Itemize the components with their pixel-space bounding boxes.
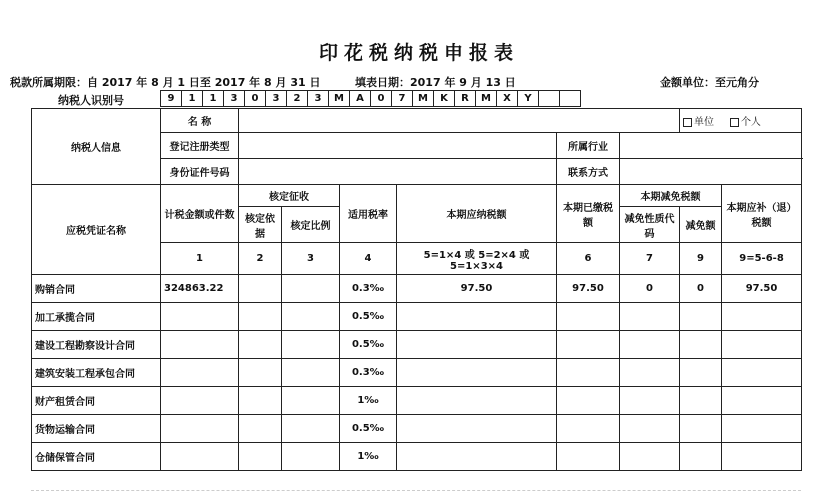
exempt-code-cell[interactable] bbox=[620, 359, 680, 387]
payable-cell[interactable] bbox=[397, 387, 557, 415]
contact-label: 联系方式 bbox=[557, 159, 620, 185]
verified-ratio-cell[interactable] bbox=[282, 415, 340, 443]
exempt-code-cell[interactable] bbox=[620, 331, 680, 359]
col-number: 1 bbox=[161, 243, 239, 275]
voucher-name: 建设工程勘察设计合同 bbox=[32, 331, 161, 359]
taxpayer-id-label: 纳税人识别号 bbox=[58, 94, 124, 107]
amount-unit: 金额单位：至元角分 bbox=[660, 76, 759, 89]
refund-cell[interactable] bbox=[722, 415, 802, 443]
bottom-divider bbox=[31, 490, 801, 491]
rate-cell: 0.5‰ bbox=[340, 303, 397, 331]
taxpayer-id-char[interactable]: A bbox=[350, 91, 371, 107]
verified-ratio-cell[interactable] bbox=[282, 387, 340, 415]
taxpayer-id-char[interactable]: 2 bbox=[287, 91, 308, 107]
person-option-label: 个人 bbox=[740, 117, 761, 128]
taxpayer-id-char[interactable]: 1 bbox=[203, 91, 224, 107]
person-checkbox[interactable] bbox=[730, 118, 739, 127]
taxpayer-id-char[interactable]: R bbox=[455, 91, 476, 107]
contact-value[interactable] bbox=[620, 159, 802, 185]
exempt-amount-cell[interactable]: 0 bbox=[680, 275, 722, 303]
amount-cell[interactable] bbox=[161, 359, 239, 387]
amount-cell[interactable] bbox=[161, 387, 239, 415]
taxpayer-id-char[interactable]: 3 bbox=[308, 91, 329, 107]
table-row bbox=[32, 331, 802, 359]
exempt-code-header: 减免性质代码 bbox=[620, 207, 680, 243]
verified-basis-cell[interactable] bbox=[239, 359, 282, 387]
declaration-table bbox=[31, 108, 802, 471]
refund-cell[interactable] bbox=[722, 443, 802, 471]
taxpayer-id-boxes bbox=[160, 90, 581, 107]
payable-cell[interactable] bbox=[397, 443, 557, 471]
exempt-amount-cell[interactable] bbox=[680, 303, 722, 331]
taxpayer-info-label: 纳税人信息 bbox=[32, 109, 161, 185]
col-formula: 9=5-6-8 bbox=[722, 243, 802, 275]
industry-label: 所属行业 bbox=[557, 133, 620, 159]
col-number: 2 bbox=[239, 243, 282, 275]
paid-cell[interactable]: 97.50 bbox=[557, 275, 620, 303]
amount-cell[interactable] bbox=[161, 415, 239, 443]
id-doc-value[interactable] bbox=[239, 159, 557, 185]
taxpayer-id-char[interactable]: K bbox=[434, 91, 455, 107]
taxpayer-id-char[interactable]: Y bbox=[518, 91, 539, 107]
exempt-amount-cell[interactable] bbox=[680, 443, 722, 471]
exemption-header: 本期减免税额 bbox=[620, 185, 722, 207]
exempt-code-cell[interactable] bbox=[620, 303, 680, 331]
verified-basis-cell[interactable] bbox=[239, 443, 282, 471]
col-number: 9 bbox=[680, 243, 722, 275]
rate-cell: 0.5‰ bbox=[340, 331, 397, 359]
col-formula: 5=1×4 或 5=2×4 或 5=1×3×4 bbox=[397, 243, 557, 275]
exempt-code-cell[interactable]: 0 bbox=[620, 275, 680, 303]
table-row bbox=[32, 359, 802, 387]
verified-basis-cell[interactable] bbox=[239, 331, 282, 359]
rate-cell: 0.3‰ bbox=[340, 359, 397, 387]
taxpayer-id-char[interactable]: M bbox=[329, 91, 350, 107]
exempt-amount-cell[interactable] bbox=[680, 359, 722, 387]
refund-cell[interactable]: 97.50 bbox=[722, 275, 802, 303]
verified-ratio-cell[interactable] bbox=[282, 359, 340, 387]
reg-type-label: 登记注册类型 bbox=[161, 133, 239, 159]
taxpayer-id-char[interactable]: M bbox=[476, 91, 497, 107]
amount-cell[interactable]: 324863.22 bbox=[161, 275, 239, 303]
payable-cell[interactable] bbox=[397, 331, 557, 359]
table-row bbox=[32, 387, 802, 415]
reg-type-value[interactable] bbox=[239, 133, 557, 159]
taxpayer-id-char[interactable] bbox=[560, 91, 581, 107]
paid-cell[interactable] bbox=[557, 303, 620, 331]
amount-cell[interactable] bbox=[161, 303, 239, 331]
col-number: 7 bbox=[620, 243, 680, 275]
verified-basis-cell[interactable] bbox=[239, 303, 282, 331]
verified-ratio-cell[interactable] bbox=[282, 275, 340, 303]
payable-cell[interactable]: 97.50 bbox=[397, 275, 557, 303]
verified-basis-cell[interactable] bbox=[239, 387, 282, 415]
paid-cell[interactable] bbox=[557, 331, 620, 359]
rate-cell: 0.5‰ bbox=[340, 415, 397, 443]
voucher-name: 建筑安装工程承包合同 bbox=[32, 359, 161, 387]
taxpayer-id-char[interactable]: 9 bbox=[161, 91, 182, 107]
fill-date: 填表日期：2017 年 9 月 13 日 bbox=[355, 76, 516, 89]
taxpayer-id-char[interactable]: 7 bbox=[392, 91, 413, 107]
verified-ratio-cell[interactable] bbox=[282, 303, 340, 331]
taxpayer-id-char[interactable]: 0 bbox=[245, 91, 266, 107]
payable-cell[interactable] bbox=[397, 303, 557, 331]
paid-cell[interactable] bbox=[557, 359, 620, 387]
tax-period: 税款所属期限：自 2017 年 8 月 1 日至 2017 年 8 月 31 日 bbox=[10, 76, 321, 89]
voucher-name-header: 应税凭证名称 bbox=[32, 185, 161, 275]
exempt-amount-cell[interactable] bbox=[680, 387, 722, 415]
verified-basis-cell[interactable] bbox=[239, 415, 282, 443]
paid-header: 本期已缴税额 bbox=[557, 185, 620, 243]
taxpayer-type-options[interactable] bbox=[680, 109, 802, 133]
voucher-name: 加工承揽合同 bbox=[32, 303, 161, 331]
voucher-name: 财产租赁合同 bbox=[32, 387, 161, 415]
refund-cell[interactable] bbox=[722, 359, 802, 387]
paid-cell[interactable] bbox=[557, 387, 620, 415]
verified-collection-header: 核定征收 bbox=[239, 185, 340, 207]
amount-header: 计税金额或件数 bbox=[161, 185, 239, 243]
exempt-code-cell[interactable] bbox=[620, 387, 680, 415]
exempt-code-cell[interactable] bbox=[620, 415, 680, 443]
exempt-amount-cell[interactable] bbox=[680, 415, 722, 443]
name-label: 名 称 bbox=[161, 109, 239, 133]
taxpayer-id-char[interactable]: 1 bbox=[182, 91, 203, 107]
taxpayer-id-char[interactable]: 0 bbox=[371, 91, 392, 107]
voucher-name: 货物运输合同 bbox=[32, 415, 161, 443]
table-row bbox=[32, 415, 802, 443]
amount-cell[interactable] bbox=[161, 331, 239, 359]
exempt-amount-header: 减免额 bbox=[680, 207, 722, 243]
col-number: 4 bbox=[340, 243, 397, 275]
table-row bbox=[32, 275, 802, 303]
col-number: 6 bbox=[557, 243, 620, 275]
industry-value[interactable] bbox=[620, 133, 802, 159]
unit-checkbox[interactable] bbox=[683, 118, 692, 127]
unit-option-label: 单位 bbox=[694, 117, 715, 128]
refund-header: 本期应补（退）税额 bbox=[722, 185, 802, 243]
id-doc-label: 身份证件号码 bbox=[161, 159, 239, 185]
verified-ratio-header: 核定比例 bbox=[282, 207, 340, 243]
payable-header: 本期应纳税额 bbox=[397, 185, 557, 243]
taxpayer-id-char[interactable]: X bbox=[497, 91, 518, 107]
refund-cell[interactable] bbox=[722, 331, 802, 359]
payable-cell[interactable] bbox=[397, 415, 557, 443]
table-row bbox=[32, 443, 802, 471]
exempt-amount-cell[interactable] bbox=[680, 331, 722, 359]
exempt-code-cell[interactable] bbox=[620, 443, 680, 471]
rate-cell: 1‰ bbox=[340, 443, 397, 471]
taxpayer-id-char[interactable]: M bbox=[413, 91, 434, 107]
paid-cell[interactable] bbox=[557, 443, 620, 471]
rate-cell: 0.3‰ bbox=[340, 275, 397, 303]
paid-cell[interactable] bbox=[557, 415, 620, 443]
verified-ratio-cell[interactable] bbox=[282, 331, 340, 359]
name-value[interactable] bbox=[239, 109, 680, 133]
refund-cell[interactable] bbox=[722, 303, 802, 331]
rate-cell: 1‰ bbox=[340, 387, 397, 415]
verified-basis-cell[interactable] bbox=[239, 275, 282, 303]
taxpayer-id-char[interactable]: 3 bbox=[266, 91, 287, 107]
taxpayer-id-char[interactable]: 3 bbox=[224, 91, 245, 107]
taxpayer-id-char[interactable] bbox=[539, 91, 560, 107]
refund-cell[interactable] bbox=[722, 387, 802, 415]
voucher-name: 仓储保管合同 bbox=[32, 443, 161, 471]
verified-ratio-cell[interactable] bbox=[282, 443, 340, 471]
table-row bbox=[32, 303, 802, 331]
verified-basis-header: 核定依据 bbox=[239, 207, 282, 243]
form-title: 印花税纳税申报表 bbox=[318, 42, 519, 64]
col-number: 3 bbox=[282, 243, 340, 275]
rate-header: 适用税率 bbox=[340, 185, 397, 243]
payable-cell[interactable] bbox=[397, 359, 557, 387]
voucher-name: 购销合同 bbox=[32, 275, 161, 303]
amount-cell[interactable] bbox=[161, 443, 239, 471]
